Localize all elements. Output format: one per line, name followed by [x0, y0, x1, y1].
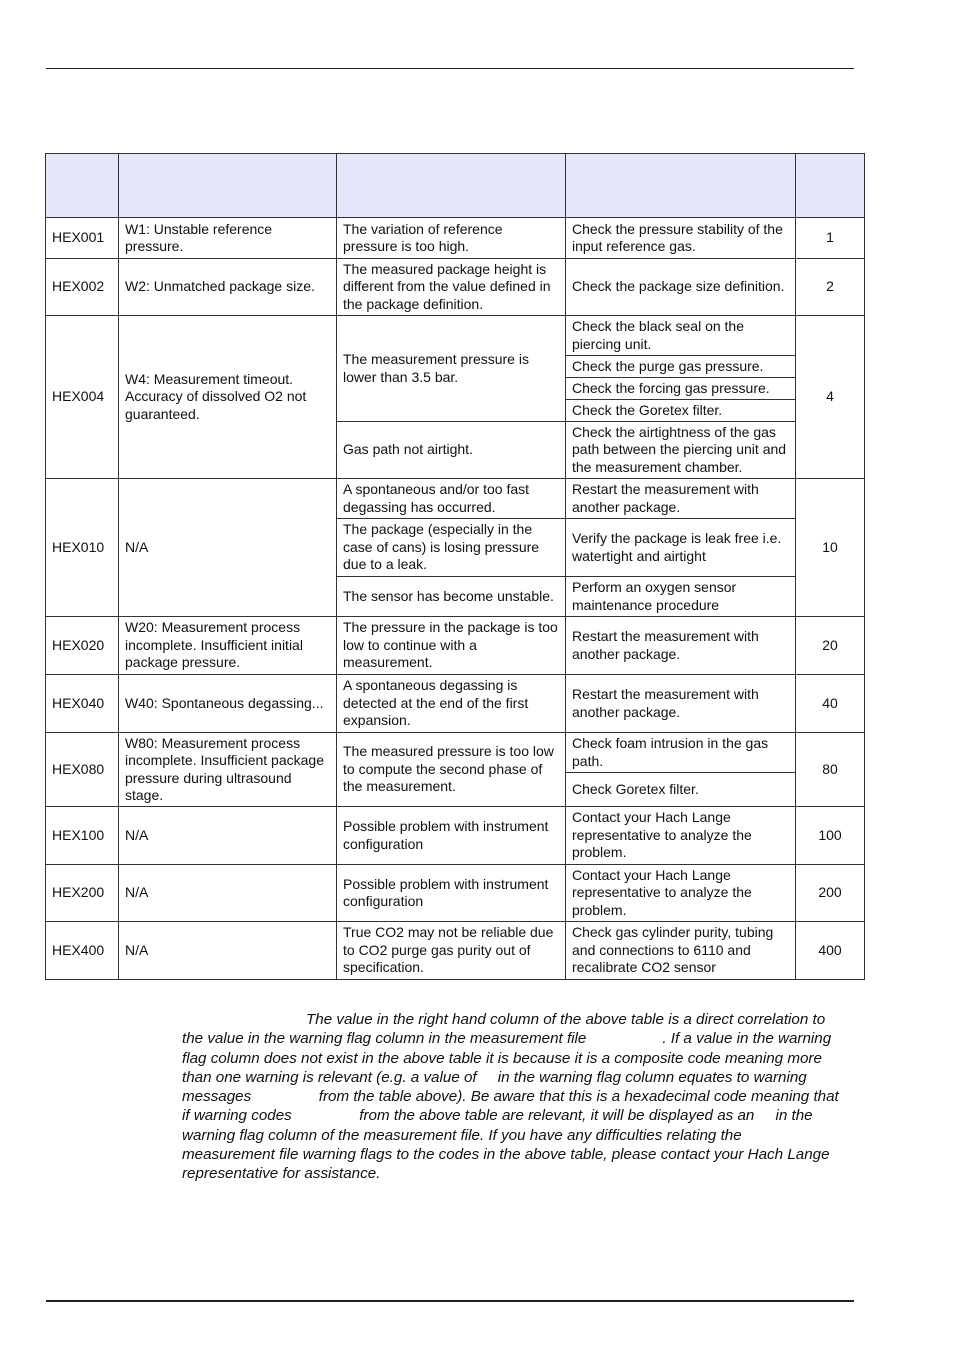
- header-cell-action: [566, 154, 796, 218]
- warning-cell: W1: Unstable reference pressure.: [119, 218, 337, 259]
- cause-cell: The sensor has become unstable.: [337, 577, 566, 617]
- warning-cell: N/A: [119, 865, 337, 922]
- table-row: [46, 218, 865, 259]
- cause-cell: True CO2 may not be reliable due to CO2 purge gas purity out of specification.: [337, 922, 566, 980]
- note-line: messages from the table above). Be aware that this is a hexadecimal code meaning that: [182, 1088, 839, 1106]
- value-cell: 10: [796, 479, 865, 617]
- note-line: warning flag column of the measurement file. If you have any difficulties relating the: [182, 1126, 742, 1144]
- action-cell: Check foam intrusion in the gas path.: [566, 733, 796, 773]
- action-cell: Check the purge gas pressure.: [566, 356, 796, 378]
- note-line: flag column does not exist in the above table it is because it is a composite code meaning more: [182, 1049, 822, 1067]
- table-row: [46, 675, 865, 733]
- warning-cell: W4: Measurement timeout. Accuracy of dissolved O2 not guaranteed.: [119, 316, 337, 479]
- cause-cell: The variation of reference pressure is too high.: [337, 218, 566, 259]
- cause-cell: The measured package height is different from the value defined in the package definition.: [337, 259, 566, 316]
- note-line: than one warning is relevant (e.g. a value of in the warning flag column equates to warning: [182, 1068, 807, 1086]
- header-cell-cause: [337, 154, 566, 218]
- cause-cell: The measurement pressure is lower than 3.5 bar.: [337, 316, 566, 422]
- action-cell: Check the pressure stability of the input reference gas.: [566, 218, 796, 259]
- cause-cell: The package (especially in the case of cans) is losing pressure due to a leak.: [337, 519, 566, 577]
- table-row: [46, 316, 865, 356]
- value-cell: 4: [796, 316, 865, 479]
- table-header-row: [46, 154, 865, 218]
- cause-cell: Possible problem with instrument configuration: [337, 807, 566, 865]
- warning-cell: N/A: [119, 479, 337, 617]
- table-row: [46, 259, 865, 316]
- value-cell: 100: [796, 807, 865, 865]
- warning-codes-table: [45, 153, 865, 980]
- table-row: [46, 865, 865, 922]
- warning-flag-note: [182, 1010, 862, 1184]
- cause-cell: A spontaneous and/or too fast degassing has occurred.: [337, 479, 566, 519]
- value-cell: 80: [796, 733, 865, 807]
- value-cell: 1: [796, 218, 865, 259]
- action-cell: Check Goretex filter.: [566, 773, 796, 807]
- value-cell: 400: [796, 922, 865, 980]
- note-line: The value in the right hand column of the above table is a direct correlation to: [306, 1011, 826, 1028]
- table-row: [46, 922, 865, 980]
- value-cell: 2: [796, 259, 865, 316]
- action-cell: Check the Goretex filter.: [566, 400, 796, 422]
- action-cell: Check the airtightness of the gas path between the piercing unit and the measurement chamber.: [566, 422, 796, 479]
- action-cell: Contact your Hach Lange representative to analyze the problem.: [566, 807, 796, 865]
- code-cell: HEX100: [46, 807, 119, 865]
- cause-cell: A spontaneous degassing is detected at the end of the first expansion.: [337, 675, 566, 733]
- code-cell: HEX200: [46, 865, 119, 922]
- header-cell-code: [46, 154, 119, 218]
- code-cell: HEX040: [46, 675, 119, 733]
- warning-cell: W80: Measurement process incomplete. Insufficient package pressure during ultrasound stage.: [119, 733, 337, 807]
- code-cell: HEX001: [46, 218, 119, 259]
- cause-cell: Gas path not airtight.: [337, 422, 566, 479]
- warning-cell: N/A: [119, 922, 337, 980]
- value-cell: 40: [796, 675, 865, 733]
- action-cell: Restart the measurement with another package.: [566, 617, 796, 675]
- action-cell: Check the black seal on the piercing unit.: [566, 316, 796, 356]
- action-cell: Perform an oxygen sensor maintenance procedure: [566, 577, 796, 617]
- action-cell: Restart the measurement with another package.: [566, 675, 796, 733]
- value-cell: 200: [796, 865, 865, 922]
- action-cell: Check gas cylinder purity, tubing and connections to 6110 and recalibrate CO2 sensor: [566, 922, 796, 980]
- warning-cell: N/A: [119, 807, 337, 865]
- action-cell: Restart the measurement with another package.: [566, 479, 796, 519]
- action-cell: Contact your Hach Lange representative to analyze the problem.: [566, 865, 796, 922]
- action-cell: Verify the package is leak free i.e. watertight and airtight: [566, 519, 796, 577]
- footer-rule: [46, 1300, 854, 1302]
- action-cell: Check the package size definition.: [566, 259, 796, 316]
- header-cell-value: [796, 154, 865, 218]
- cause-cell: The pressure in the package is too low to continue with a measurement.: [337, 617, 566, 675]
- warning-cell: W20: Measurement process incomplete. Insufficient initial package pressure.: [119, 617, 337, 675]
- note-line: if warning codes from the above table are relevant, it will be displayed as an in the: [182, 1107, 813, 1125]
- note-line: measurement file warning flags to the codes in the above table, please contact your Hach Lange: [182, 1146, 830, 1164]
- action-cell: Check the forcing gas pressure.: [566, 378, 796, 400]
- code-cell: HEX002: [46, 259, 119, 316]
- note-line: the value in the warning flag column in the measurement file . If a value in the warning: [182, 1030, 832, 1048]
- table-row: [46, 479, 865, 519]
- code-cell: HEX080: [46, 733, 119, 807]
- code-cell: HEX020: [46, 617, 119, 675]
- code-cell: HEX004: [46, 316, 119, 479]
- table-row: [46, 733, 865, 773]
- value-cell: 20: [796, 617, 865, 675]
- cause-cell: Possible problem with instrument configuration: [337, 865, 566, 922]
- warning-cell: W2: Unmatched package size.: [119, 259, 337, 316]
- header-cell-warning: [119, 154, 337, 218]
- table-row: [46, 617, 865, 675]
- header-rule: [46, 68, 854, 69]
- code-cell: HEX400: [46, 922, 119, 980]
- code-cell: HEX010: [46, 479, 119, 617]
- warning-cell: W40: Spontaneous degassing...: [119, 675, 337, 733]
- cause-cell: The measured pressure is too low to compute the second phase of the measurement.: [337, 733, 566, 807]
- table-row: [46, 807, 865, 865]
- note-line: representative for assistance.: [182, 1165, 381, 1183]
